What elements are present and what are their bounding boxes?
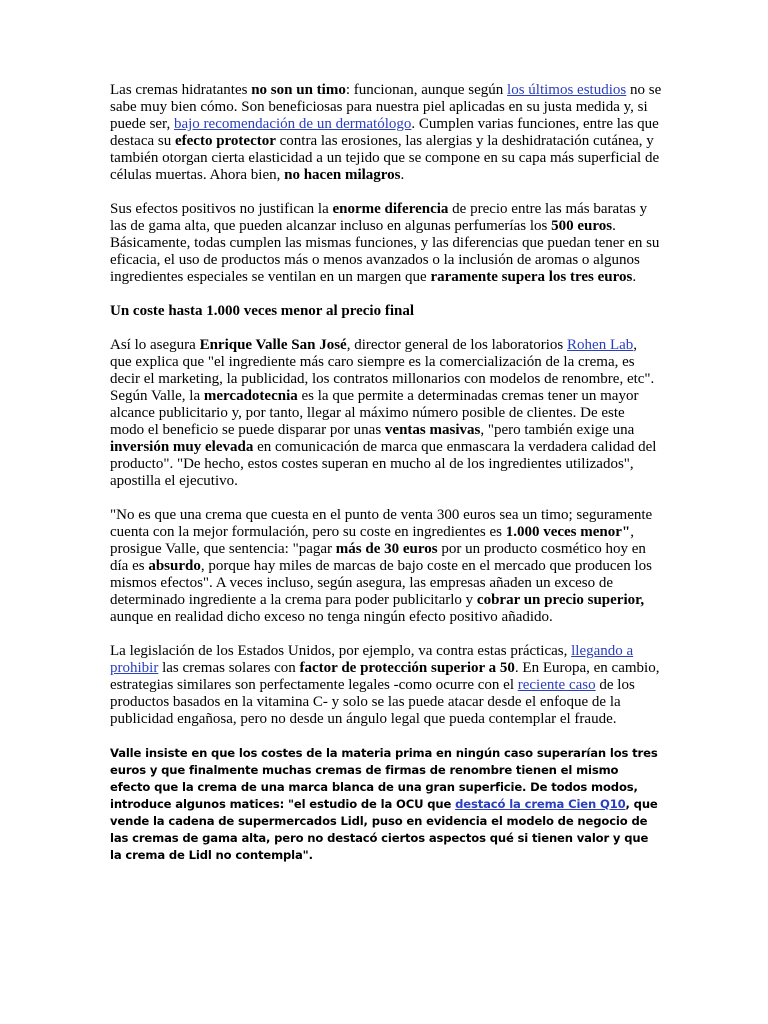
text-run: por un producto cosmético hoy en día es bbox=[110, 541, 646, 574]
section-heading bbox=[110, 303, 662, 320]
bold-text: efecto protector bbox=[174, 133, 276, 149]
text-run: aunque en realidad dicho exceso no tenga ningún efecto positivo añadido. bbox=[110, 609, 553, 625]
bold-text: Enrique Valle San José bbox=[199, 337, 347, 353]
text-run: no se sabe muy bien cómo. Son beneficiosas para nuestra piel aplicadas en su justa medida y, si puede ser, bbox=[110, 82, 662, 132]
text-run: . En Europa, en cambio, estrategias similares son perfectamente legales -como ocurre con el bbox=[110, 660, 660, 693]
text-run: La legislación de los Estados Unidos, por ejemplo, va contra estas prácticas, bbox=[110, 643, 572, 659]
text-run: Las cremas hidratantes bbox=[110, 82, 252, 98]
text-run: Sus efectos positivos no justifican la bbox=[110, 201, 333, 217]
bold-text: 1.000 veces menor" bbox=[505, 524, 631, 540]
text-run: "No es que una crema que cuesta en el punto de venta 300 euros sea un timo; seguramente cuenta con la mejor formulación, pero su coste en ingredientes es bbox=[110, 507, 653, 540]
text-run: , prosigue Valle, que sentencia: "pagar bbox=[110, 524, 634, 557]
paragraph-6 bbox=[110, 745, 662, 864]
text-run: . Básicamente, todas cumplen las mismas funciones, y las diferencias que puedan tener en su eficacia, el uso de productos más o menos avanzados o la inclusión de aromas o algunos ingredientes especiales se ventilan en un margen que bbox=[110, 218, 660, 285]
bold-text: 500 euros bbox=[551, 218, 613, 234]
bold-text: no hacen milagros bbox=[284, 167, 401, 183]
text-run: contra las erosiones, las alergias y la deshidratación cutánea, y también otorgan cierta elasticidad a un tejido que se compone en su capa más superficial de células muertas. Ahora bien, bbox=[110, 133, 660, 183]
text-run: , porque hay miles de marcas de bajo coste en el mercado que producen los mismos efectos". A veces incluso, según asegura, las empresas añaden un exceso de determinado ingrediente a la crema para poder publicitarlo y bbox=[110, 558, 652, 608]
text-run: en comunicación de marca que enmascara la verdadera calidad del producto". "De hecho, estos costes superan en mucho al de los ingredientes utilizados", apostilla el ejecutivo. bbox=[110, 439, 657, 489]
text-run: , que explica que "el ingrediente más caro siempre es la comercialización de la crema, es decir el marketing, la publicidad, los contratos millonarios con modelos de renombre, etc". Según Valle, la bbox=[110, 337, 655, 404]
bold-text: no son un timo bbox=[251, 82, 346, 98]
inline-link[interactable]: destacó la crema Cien Q10 bbox=[455, 797, 626, 811]
paragraph-2 bbox=[110, 201, 662, 286]
bold-text: raramente supera los tres euros bbox=[430, 269, 633, 285]
inline-link[interactable]: los últimos estudios bbox=[507, 82, 627, 98]
text-run: . bbox=[632, 269, 637, 285]
text-run: de precio entre las más baratas y las de gama alta, que pueden alcanzar incluso en algunas perfumerías los bbox=[110, 201, 648, 234]
text-run: es la que permite a determinadas cremas tener un mayor alcance publicitario y, por tanto, llegar al máximo número posible de clientes. De este modo el beneficio se puede disparar por unas bbox=[110, 388, 639, 438]
text-run: . Cumplen varias funciones, entre las que destaca su bbox=[110, 116, 659, 149]
text-run: las cremas solares con bbox=[158, 660, 300, 676]
bold-text: factor de protección superior a 50 bbox=[299, 660, 515, 676]
bold-text: y que finalmente muchas cremas de firmas de renombre tienen el mismo efecto que la crema de una marca blanca de una gran superficie. De todos modos, introduce algunos matices: "el estudio de la OCU que bbox=[110, 763, 638, 811]
paragraph-5 bbox=[110, 643, 662, 728]
bold-text: enorme diferencia bbox=[332, 201, 449, 217]
inline-link[interactable]: bajo recomendación de un dermatólogo bbox=[173, 116, 412, 132]
inline-link[interactable]: Rohen Lab bbox=[567, 337, 634, 353]
bold-text: , que vende la cadena de supermercados Lidl, puso en evidencia el modelo de negocio de las cremas de gama alta, pero no destacó ciertos aspectos qué si tienen valor y que la crema de Lidl no contempla". bbox=[110, 797, 658, 862]
text-run: : funcionan, aunque según bbox=[345, 82, 508, 98]
text-run: , director general de los laboratorios bbox=[346, 337, 568, 353]
inline-link[interactable]: reciente caso bbox=[517, 677, 596, 693]
inline-link[interactable]: llegando a prohibir bbox=[110, 643, 634, 676]
text-run: Así lo asegura bbox=[110, 337, 200, 353]
bold-text: absurdo bbox=[148, 558, 201, 574]
bold-text: Valle insiste en que los costes de la materia prima en ningún caso superarían los tres euros bbox=[110, 746, 658, 777]
bold-text: cobrar un precio superior, bbox=[476, 592, 645, 608]
text-run: . bbox=[400, 167, 405, 183]
bold-text: inversión muy elevada bbox=[110, 439, 254, 455]
bold-text: mercadotecnia bbox=[203, 388, 298, 404]
paragraph-3 bbox=[110, 337, 662, 490]
document-body bbox=[110, 82, 662, 864]
paragraph-4 bbox=[110, 507, 662, 626]
text-run: de los productos basados en la vitamina C- y solo se las puede atacar desde el enfoque de la publicidad engañosa, pero no desde un ángulo legal que pueda contemplar el fraude. bbox=[110, 677, 635, 727]
text-run: , "pero también exige una bbox=[480, 422, 635, 438]
paragraph-1 bbox=[110, 82, 662, 184]
bold-text: más de 30 euros bbox=[335, 541, 438, 557]
bold-text: Un coste hasta 1.000 veces menor al precio final bbox=[110, 303, 414, 319]
bold-text: ventas masivas bbox=[384, 422, 481, 438]
